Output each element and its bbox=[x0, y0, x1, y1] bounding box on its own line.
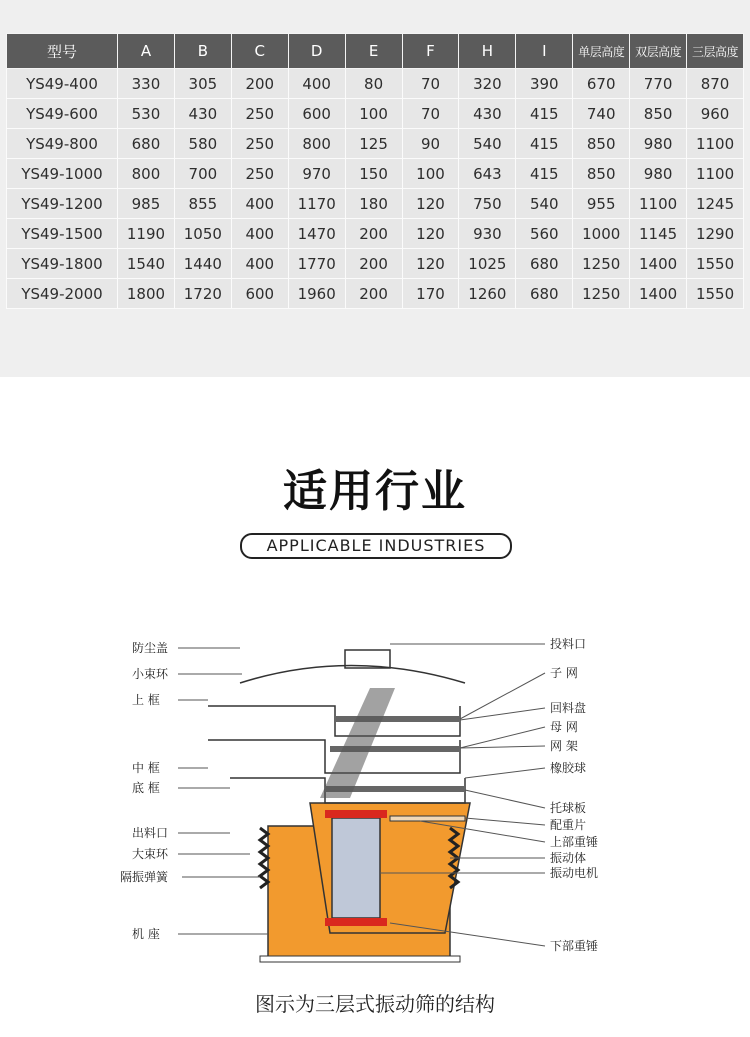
value-cell: 125 bbox=[345, 129, 402, 159]
value-cell: 400 bbox=[231, 249, 288, 279]
value-cell: 120 bbox=[402, 219, 459, 249]
label-bottom-frame: 底 框 bbox=[132, 781, 160, 795]
value-cell: 740 bbox=[573, 99, 630, 129]
label-feed-inlet: 投料口 bbox=[550, 637, 587, 651]
lower-weight bbox=[325, 918, 387, 926]
value-cell: 855 bbox=[174, 189, 231, 219]
label-machine-base: 机 座 bbox=[132, 927, 160, 941]
label-dust-cover: 防尘盖 bbox=[132, 641, 169, 655]
header-cell: 三层高度 bbox=[687, 34, 744, 69]
value-cell: 250 bbox=[231, 159, 288, 189]
value-cell: 930 bbox=[459, 219, 516, 249]
header-cell: B bbox=[174, 34, 231, 69]
value-cell: 680 bbox=[516, 249, 573, 279]
value-cell: 750 bbox=[459, 189, 516, 219]
label-lower-weight: 下部重锤 bbox=[550, 939, 599, 953]
value-cell: 150 bbox=[345, 159, 402, 189]
value-cell: 320 bbox=[459, 69, 516, 99]
diagram-caption: 图示为三层式振动筛的结构 bbox=[255, 992, 495, 1016]
value-cell: 680 bbox=[118, 129, 175, 159]
value-cell: 415 bbox=[516, 99, 573, 129]
header-cell: 单层高度 bbox=[573, 34, 630, 69]
value-cell: 1550 bbox=[687, 279, 744, 309]
value-cell: 700 bbox=[174, 159, 231, 189]
model-cell: YS49-600 bbox=[7, 99, 118, 129]
screen-mesh-top bbox=[335, 716, 460, 722]
vibration-motor bbox=[332, 818, 380, 918]
model-cell: YS49-1200 bbox=[7, 189, 118, 219]
table-row bbox=[7, 69, 744, 99]
upper-weight bbox=[325, 810, 387, 818]
table-row bbox=[7, 219, 744, 249]
model-cell: YS49-1000 bbox=[7, 159, 118, 189]
table-row bbox=[7, 99, 744, 129]
label-rubber-ball: 橡胶球 bbox=[550, 761, 587, 775]
model-cell: YS49-1500 bbox=[7, 219, 118, 249]
isolation-spring-left bbox=[260, 828, 268, 888]
value-cell: 200 bbox=[345, 279, 402, 309]
value-cell: 120 bbox=[402, 249, 459, 279]
value-cell: 643 bbox=[459, 159, 516, 189]
value-cell: 1100 bbox=[687, 129, 744, 159]
value-cell: 250 bbox=[231, 99, 288, 129]
value-cell: 400 bbox=[288, 69, 345, 99]
value-cell: 80 bbox=[345, 69, 402, 99]
industries-subtitle: APPLICABLE INDUSTRIES bbox=[240, 533, 512, 559]
label-isolation-spring: 隔振弹簧 bbox=[120, 870, 169, 884]
value-cell: 430 bbox=[459, 99, 516, 129]
value-cell: 1290 bbox=[687, 219, 744, 249]
header-cell: E bbox=[345, 34, 402, 69]
value-cell: 850 bbox=[573, 159, 630, 189]
value-cell: 1960 bbox=[288, 279, 345, 309]
value-cell: 580 bbox=[174, 129, 231, 159]
value-cell: 560 bbox=[516, 219, 573, 249]
value-cell: 390 bbox=[516, 69, 573, 99]
label-large-clamp-ring: 大束环 bbox=[132, 847, 169, 861]
value-cell: 540 bbox=[459, 129, 516, 159]
value-cell: 100 bbox=[402, 159, 459, 189]
value-cell: 170 bbox=[402, 279, 459, 309]
value-cell: 770 bbox=[630, 69, 687, 99]
header-cell: F bbox=[402, 34, 459, 69]
value-cell: 1400 bbox=[630, 249, 687, 279]
vibrating-screen-diagram bbox=[120, 628, 630, 988]
spec-table-body bbox=[7, 69, 744, 309]
value-cell: 1170 bbox=[288, 189, 345, 219]
model-cell: YS49-2000 bbox=[7, 279, 118, 309]
header-model: 型号 bbox=[7, 34, 118, 69]
label-vibration-motor: 振动电机 bbox=[550, 866, 599, 880]
value-cell: 1400 bbox=[630, 279, 687, 309]
value-cell: 985 bbox=[118, 189, 175, 219]
value-cell: 415 bbox=[516, 159, 573, 189]
label-upper-weight: 上部重锤 bbox=[550, 835, 599, 849]
value-cell: 600 bbox=[288, 99, 345, 129]
table-row bbox=[7, 249, 744, 279]
value-cell: 1440 bbox=[174, 249, 231, 279]
value-cell: 400 bbox=[231, 189, 288, 219]
value-cell: 200 bbox=[231, 69, 288, 99]
value-cell: 200 bbox=[345, 219, 402, 249]
label-main-mesh: 母 网 bbox=[550, 720, 578, 734]
value-cell: 1050 bbox=[174, 219, 231, 249]
value-cell: 1720 bbox=[174, 279, 231, 309]
value-cell: 1540 bbox=[118, 249, 175, 279]
base-foot bbox=[260, 956, 460, 962]
value-cell: 70 bbox=[402, 99, 459, 129]
label-return-tray: 回料盘 bbox=[550, 701, 587, 715]
value-cell: 200 bbox=[345, 249, 402, 279]
label-ball-tray: 托球板 bbox=[550, 801, 587, 815]
spec-section bbox=[0, 0, 750, 377]
model-cell: YS49-800 bbox=[7, 129, 118, 159]
value-cell: 800 bbox=[118, 159, 175, 189]
value-cell: 400 bbox=[231, 219, 288, 249]
value-cell: 90 bbox=[402, 129, 459, 159]
value-cell: 180 bbox=[345, 189, 402, 219]
value-cell: 980 bbox=[630, 129, 687, 159]
label-mesh-frame: 网 架 bbox=[550, 739, 578, 753]
value-cell: 1100 bbox=[687, 159, 744, 189]
table-row bbox=[7, 129, 744, 159]
value-cell: 800 bbox=[288, 129, 345, 159]
value-cell: 1100 bbox=[630, 189, 687, 219]
label-discharge-outlet: 出料口 bbox=[132, 826, 169, 840]
table-row bbox=[7, 279, 744, 309]
model-cell: YS49-1800 bbox=[7, 249, 118, 279]
value-cell: 430 bbox=[174, 99, 231, 129]
label-vibrating-body: 振动体 bbox=[550, 851, 587, 865]
value-cell: 415 bbox=[516, 129, 573, 159]
spec-header-row bbox=[7, 34, 744, 69]
header-cell: C bbox=[231, 34, 288, 69]
value-cell: 850 bbox=[573, 129, 630, 159]
label-sub-mesh: 子 网 bbox=[550, 666, 578, 680]
value-cell: 1025 bbox=[459, 249, 516, 279]
value-cell: 1145 bbox=[630, 219, 687, 249]
value-cell: 850 bbox=[630, 99, 687, 129]
header-cell: A bbox=[118, 34, 175, 69]
value-cell: 1470 bbox=[288, 219, 345, 249]
counterweight-plate bbox=[390, 816, 465, 821]
value-cell: 970 bbox=[288, 159, 345, 189]
screen-shading bbox=[320, 688, 395, 798]
value-cell: 70 bbox=[402, 69, 459, 99]
value-cell: 960 bbox=[687, 99, 744, 129]
value-cell: 1000 bbox=[573, 219, 630, 249]
label-small-clamp-ring: 小束环 bbox=[132, 667, 169, 681]
label-middle-frame: 中 框 bbox=[132, 761, 160, 775]
value-cell: 680 bbox=[516, 279, 573, 309]
value-cell: 1770 bbox=[288, 249, 345, 279]
industries-title: 适用行业 bbox=[283, 466, 467, 517]
value-cell: 1245 bbox=[687, 189, 744, 219]
header-cell: I bbox=[516, 34, 573, 69]
value-cell: 540 bbox=[516, 189, 573, 219]
value-cell: 1800 bbox=[118, 279, 175, 309]
value-cell: 600 bbox=[231, 279, 288, 309]
table-row bbox=[7, 159, 744, 189]
value-cell: 980 bbox=[630, 159, 687, 189]
value-cell: 1190 bbox=[118, 219, 175, 249]
value-cell: 870 bbox=[687, 69, 744, 99]
value-cell: 100 bbox=[345, 99, 402, 129]
value-cell: 1260 bbox=[459, 279, 516, 309]
value-cell: 250 bbox=[231, 129, 288, 159]
header-cell: H bbox=[459, 34, 516, 69]
header-cell: D bbox=[288, 34, 345, 69]
value-cell: 120 bbox=[402, 189, 459, 219]
value-cell: 670 bbox=[573, 69, 630, 99]
value-cell: 330 bbox=[118, 69, 175, 99]
label-counterweight-plate: 配重片 bbox=[550, 818, 587, 832]
value-cell: 530 bbox=[118, 99, 175, 129]
table-row bbox=[7, 189, 744, 219]
header-cell: 双层高度 bbox=[630, 34, 687, 69]
value-cell: 955 bbox=[573, 189, 630, 219]
value-cell: 305 bbox=[174, 69, 231, 99]
label-upper-frame: 上 框 bbox=[132, 693, 160, 707]
spec-table bbox=[6, 33, 744, 309]
value-cell: 1550 bbox=[687, 249, 744, 279]
value-cell: 1250 bbox=[573, 279, 630, 309]
model-cell: YS49-400 bbox=[7, 69, 118, 99]
value-cell: 1250 bbox=[573, 249, 630, 279]
